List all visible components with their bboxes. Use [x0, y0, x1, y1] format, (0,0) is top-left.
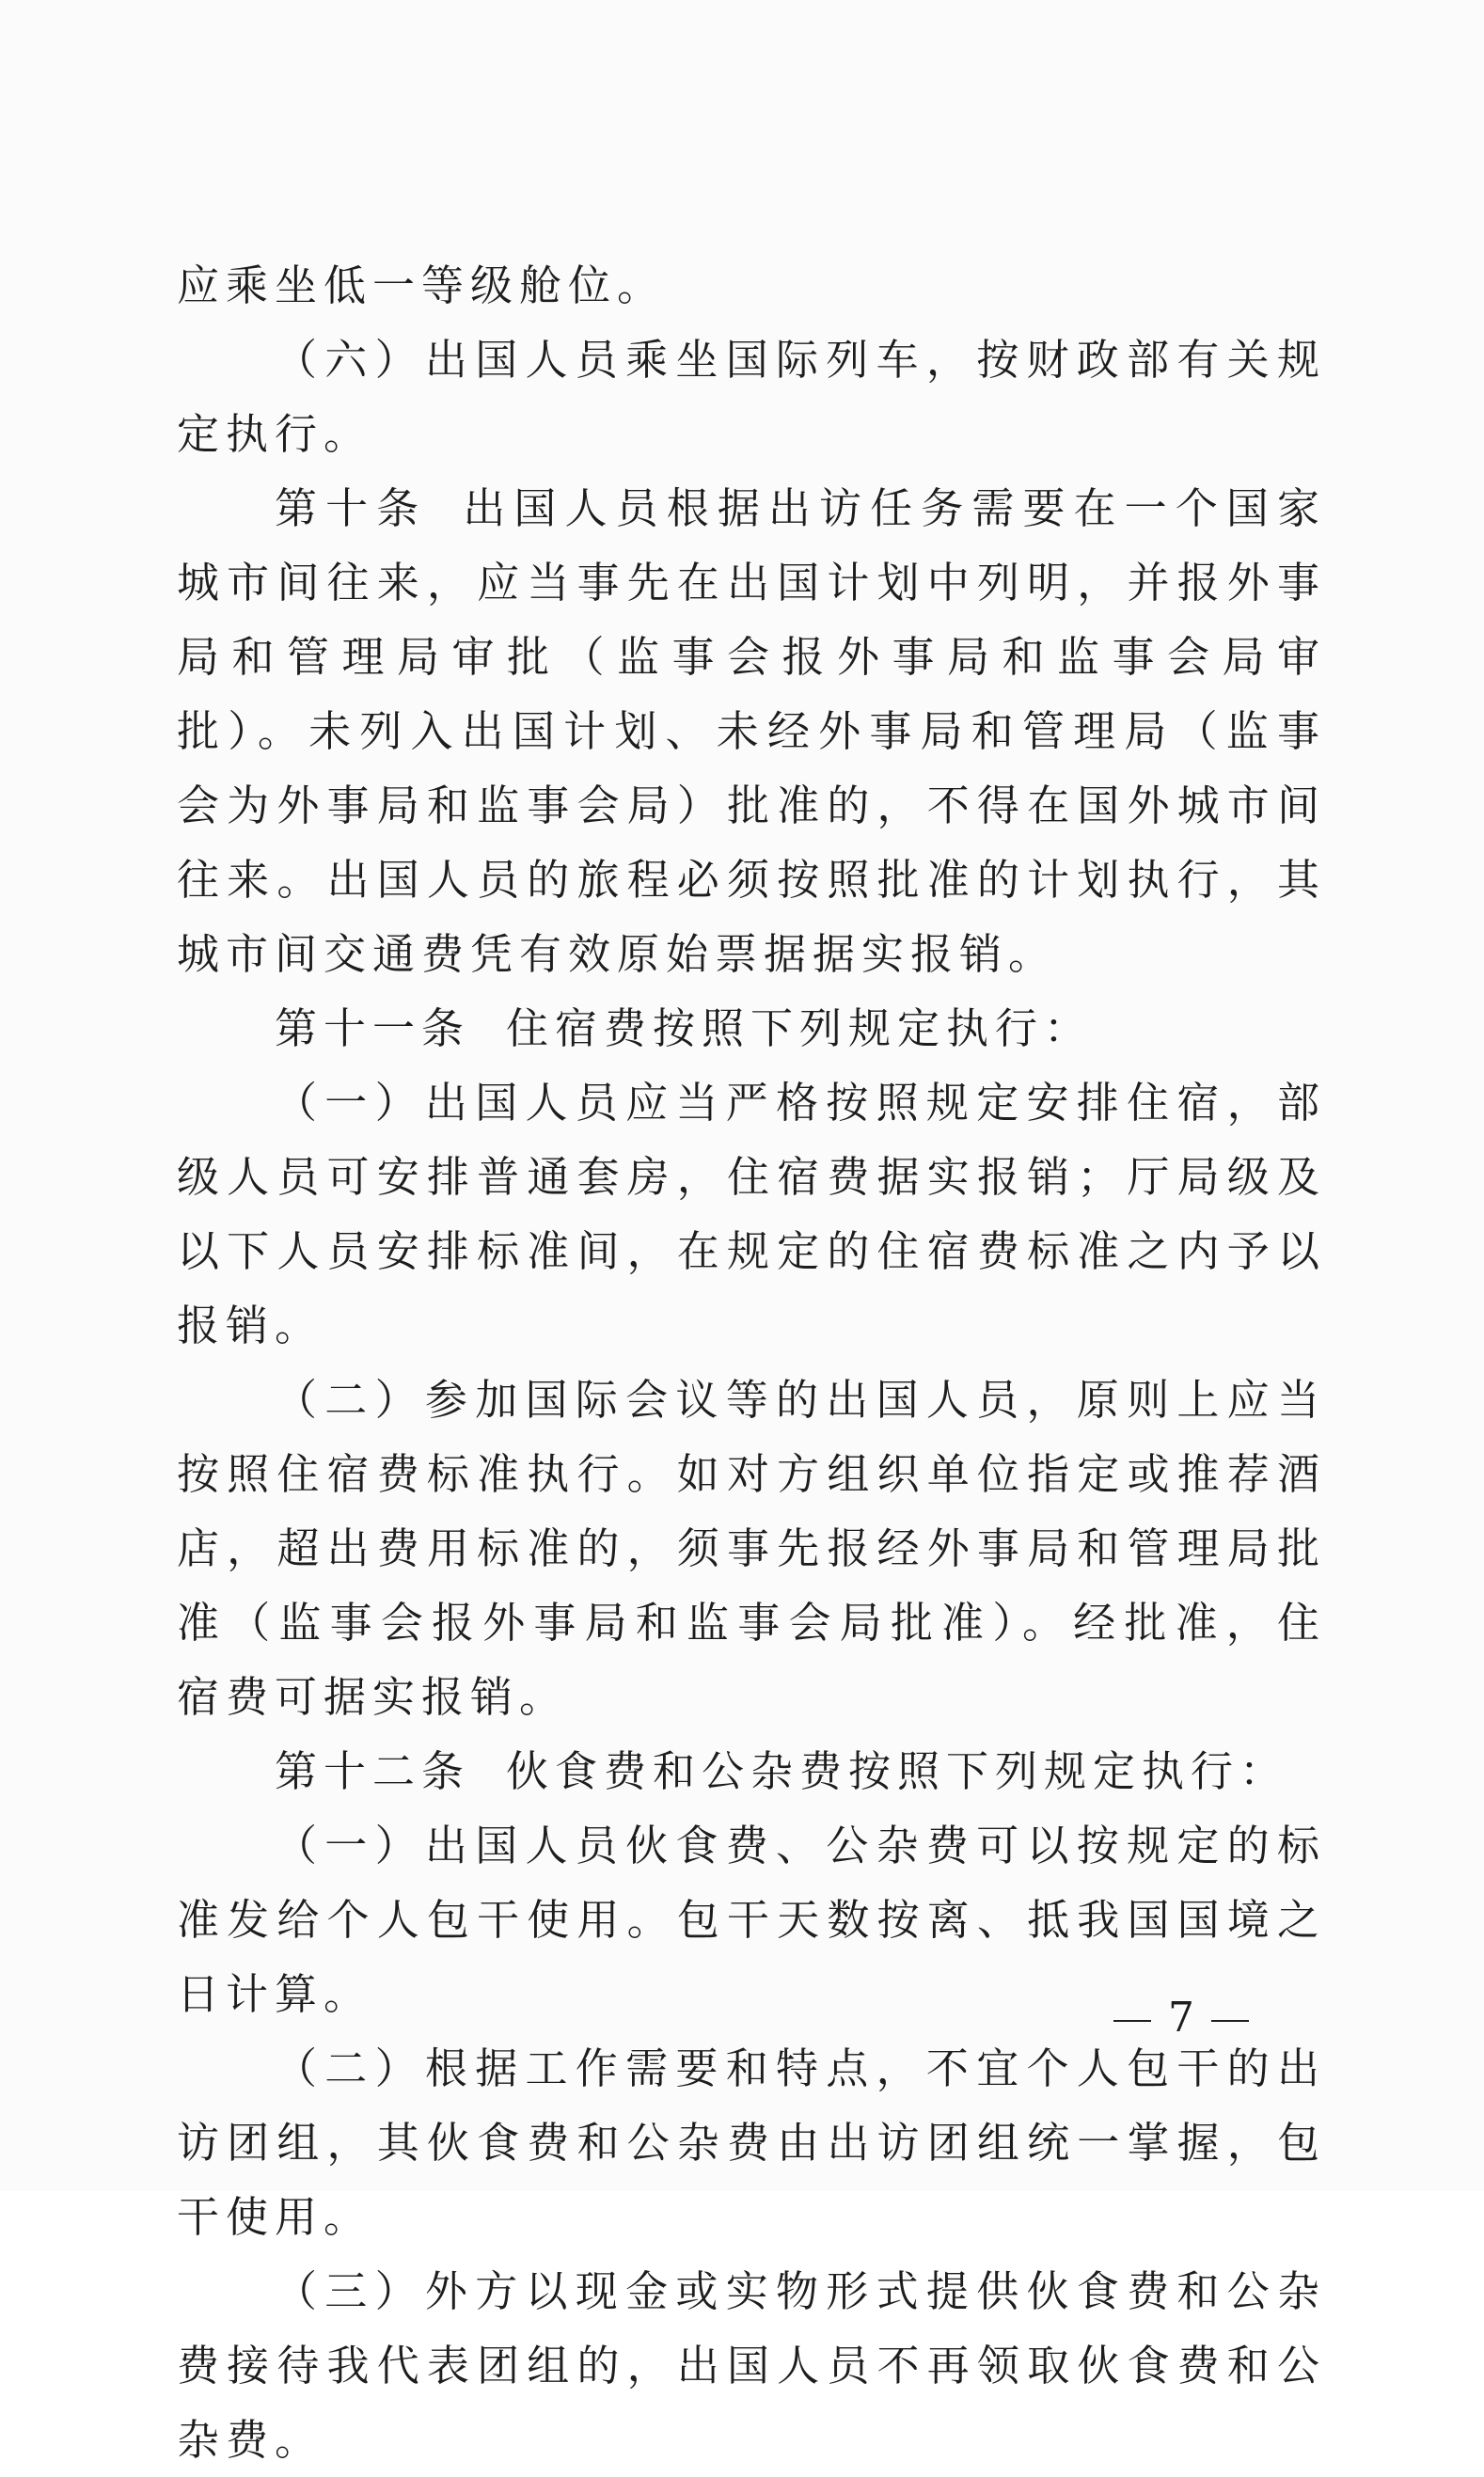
article-12 [177, 1734, 1326, 1808]
article-text: 出国人员根据出访任务需要在一个国家城市间往来，应当事先在出国计划中列明，并报外事局和管理局审批（监事会报外事局和监事会局审批）。未列入出国计划、未经外事局和管理局（监事会为外事局和监事会局）批准的，不得在国外城市间往来。出国人员的旅程必须按照批准的计划执行，其城市间交通费凭有效原始票据据实报销。 [177, 483, 1326, 979]
paragraph-continuation: 应乘坐低一等级舱位。 [177, 260, 667, 310]
paragraph-lodging-2: （二）参加国际会议等的出国人员，原则上应当按照住宿费标准执行。如对方组织单位指定或推荐酒店，超出费用标准的，须事先报经外事局和管理局批准（监事会报外事局和监事会局批准）。经批准，住宿费可据实报销。 [177, 1375, 1326, 1722]
paragraph-lodging-1: （一）出国人员应当严格按照规定安排住宿，部级人员可安排普通套房，住宿费据实报销；厅局级及以下人员安排标准间，在规定的住宿费标准之内予以报销。 [177, 1078, 1326, 1350]
document-body [177, 248, 1326, 2477]
article-label: 第十二条 [275, 1746, 471, 1796]
page-number-value: 7 [1168, 1994, 1194, 2042]
page-number [1097, 1994, 1266, 2042]
dash-right [1211, 2020, 1249, 2022]
article-text: 住宿费按照下列规定执行： [506, 1003, 1094, 1053]
dash-left [1113, 2020, 1151, 2022]
article-label: 第十一条 [275, 1003, 471, 1053]
article-label: 第十条 [275, 483, 428, 533]
paragraph-meals-1: （一）出国人员伙食费、公杂费可以按规定的标准发给个人包干使用。包干天数按离、抵我国国境之日计算。 [177, 1821, 1326, 2019]
article-text: 伙食费和公杂费按照下列规定执行： [506, 1746, 1289, 1796]
paragraph-meals-2: （二）根据工作需要和特点，不宜个人包干的出访团组，其伙食费和公杂费由出访团组统一掌握，包干使用。 [177, 2043, 1326, 2242]
paragraph-international-train: （六）出国人员乘坐国际列车，按财政部有关规定执行。 [177, 335, 1326, 459]
article-11 [177, 991, 1326, 1065]
article-10 [177, 471, 1326, 991]
paragraph-meals-3: （三）外方以现金或实物形式提供伙食费和公杂费接待我代表团组的，出国人员不再领取伙食费和公杂费。 [177, 2266, 1326, 2465]
